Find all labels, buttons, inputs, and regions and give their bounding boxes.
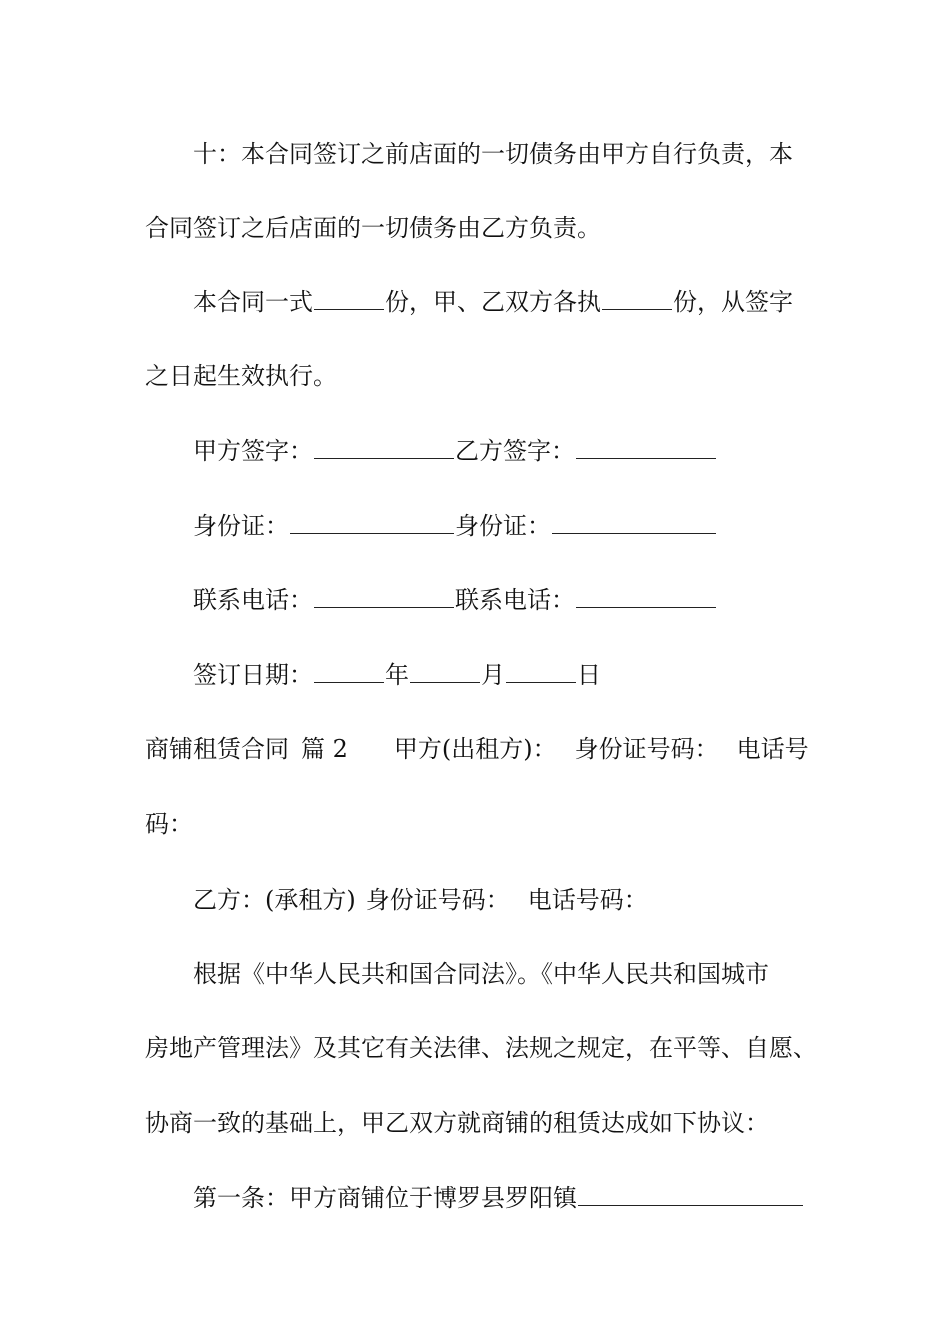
copies-text-2: 之日起生效执行。 [145, 362, 337, 390]
year-blank[interactable] [314, 660, 384, 683]
day-blank[interactable] [506, 660, 576, 683]
party-b-phone-no-label: 电话号码： [527, 886, 648, 914]
basis-text-2: 房地产管理法》及其它有关法律、法规之规定，在平等、自愿、 [145, 1034, 817, 1062]
party-a-phone-label: 联系电话： [193, 586, 313, 614]
copies-text-b: 份，甲、乙双方各执 [385, 288, 601, 316]
party-a-sign-label: 甲方签字： [193, 437, 313, 465]
copies-total-blank[interactable] [314, 287, 384, 310]
signature-row [193, 435, 825, 467]
party-a-phone-no-label: 电话号 [736, 735, 809, 763]
basis-text-3: 协商一致的基础上，甲乙双方就商铺的租赁达成如下协议： [145, 1109, 769, 1137]
phone-row [193, 584, 825, 616]
party-b-sign-label: 乙方签字： [455, 437, 575, 465]
copies-text-a: 本合同一式 [193, 288, 313, 316]
party-b-phone-label: 联系电话： [455, 586, 575, 614]
day-label: 日 [577, 661, 601, 689]
party-b-id-label: 身份证： [455, 512, 551, 540]
year-label: 年 [385, 661, 409, 689]
party-a-id-blank[interactable] [290, 511, 454, 534]
month-blank[interactable] [410, 660, 480, 683]
shop-address-blank[interactable] [578, 1183, 803, 1206]
party-b-phone-blank[interactable] [576, 585, 716, 608]
contract-2-heading-cont [145, 808, 825, 840]
copies-text-c: 份，从签字 [673, 288, 793, 316]
article-1-line [193, 1182, 825, 1214]
basis-line-1 [193, 958, 825, 990]
party-a-id-no-label: 身份证号码： [574, 735, 719, 763]
party-a-id-label: 身份证： [193, 512, 289, 540]
basis-line-3 [145, 1107, 825, 1139]
date-row [193, 659, 825, 691]
id-row [193, 510, 825, 542]
party-b-label: 乙方：(承租方) [193, 886, 356, 914]
party-b-info [193, 884, 825, 916]
date-label: 签订日期： [193, 661, 313, 689]
section-label: 篇 2 [301, 735, 348, 763]
copies-line-1 [193, 286, 825, 318]
party-b-id-blank[interactable] [552, 511, 716, 534]
month-label: 月 [481, 661, 505, 689]
party-a-phone-no-label-cont: 码： [145, 810, 193, 838]
copies-each-blank[interactable] [602, 287, 672, 310]
party-b-sign-blank[interactable] [576, 436, 716, 459]
clause-10-text-1: 十：本合同签订之前店面的一切债务由甲方自行负责，本 [193, 140, 793, 168]
basis-text-1: 根据《中华人民共和国合同法》。《中华人民共和国城市 [193, 960, 769, 988]
clause-10-line-2 [145, 212, 825, 244]
party-a-phone-blank[interactable] [314, 585, 454, 608]
article-1-text: 第一条：甲方商铺位于博罗县罗阳镇 [193, 1184, 577, 1212]
contract-title: 商铺租赁合同 [145, 735, 289, 763]
contract-2-heading [145, 733, 825, 765]
party-a-label: 甲方(出租方)： [393, 735, 557, 763]
basis-line-2 [145, 1032, 825, 1064]
party-b-id-no-label: 身份证号码： [365, 886, 510, 914]
clause-10-text-2: 合同签订之后店面的一切债务由乙方负责。 [145, 214, 601, 242]
clause-10-line-1 [193, 138, 825, 170]
copies-line-2 [145, 360, 825, 392]
party-a-sign-blank[interactable] [314, 436, 454, 459]
